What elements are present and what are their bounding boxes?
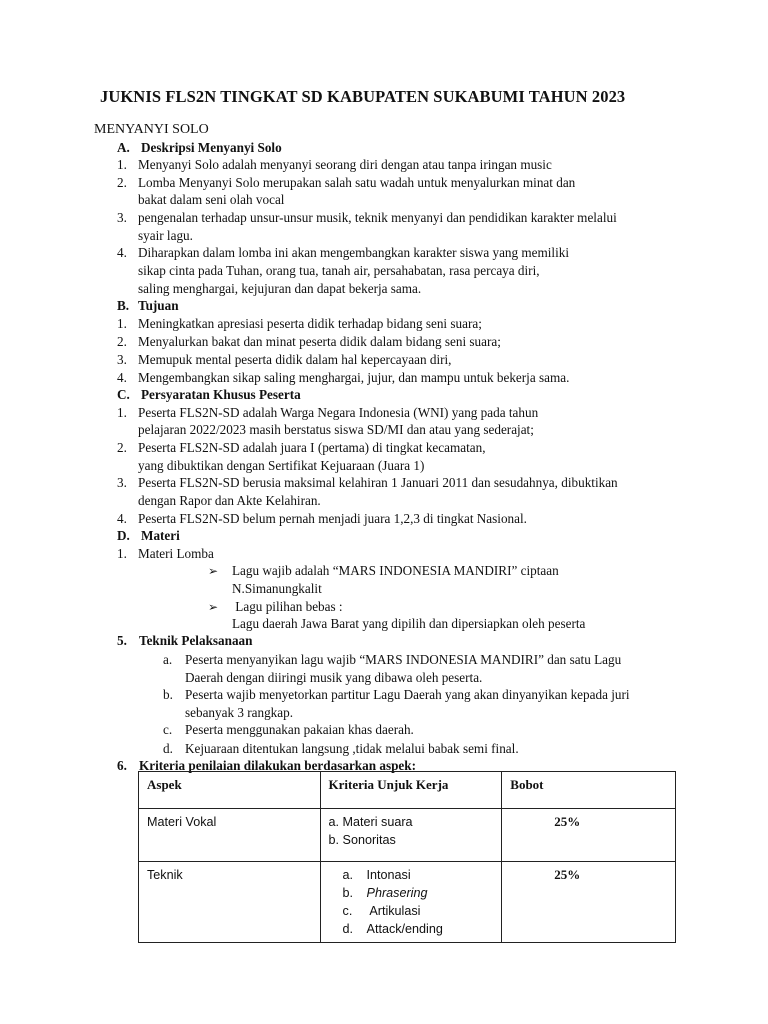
kriteria-text: Artikulasi xyxy=(366,904,421,918)
list-letter: a. xyxy=(163,652,173,667)
list-letter: c. xyxy=(163,722,173,737)
table-row xyxy=(139,809,676,862)
section-a-letter: A. xyxy=(117,140,130,155)
kriteria-item: a. Materi suara xyxy=(328,815,413,829)
list-item-continuation: syair lagu. xyxy=(138,228,193,243)
list-item: Peserta wajib menyetorkan partitur Lagu Daerah yang akan dinyanyikan kepada juri xyxy=(185,687,630,702)
bullet-item-continuation: N.Simanungkalit xyxy=(232,581,322,596)
section-6-number: 6. xyxy=(117,758,127,773)
list-item-continuation: dengan Rapor dan Akte Kelahiran. xyxy=(138,493,321,508)
list-letter: d. xyxy=(163,741,173,756)
list-number: 2. xyxy=(117,334,127,349)
list-number: 1. xyxy=(117,157,127,172)
kriteria-text: Intonasi xyxy=(366,868,411,882)
kriteria-letter: c. xyxy=(342,904,353,918)
kriteria-item xyxy=(343,866,494,884)
kriteria-item xyxy=(343,902,494,920)
section-5-number: 5. xyxy=(117,633,127,648)
list-number: 4. xyxy=(117,511,127,526)
kriteria-text: Phrasering xyxy=(366,886,428,900)
list-item: Menyanyi Solo adalah menyanyi seorang diri dengan atau tanpa iringan music xyxy=(138,157,552,172)
list-item: Peserta FLS2N-SD adalah juara I (pertama) di tingkat kecamatan, xyxy=(138,440,486,455)
list-item-continuation: saling menghargai, kejujuran dan dapat bekerja sama. xyxy=(138,281,422,296)
table-header-cell: Bobot xyxy=(502,772,676,809)
kriteria-text: Attack/ending xyxy=(366,922,443,936)
kriteria-letter: a. xyxy=(342,868,354,882)
list-number: 4. xyxy=(117,370,127,385)
list-item-continuation: yang dibuktikan dengan Sertifikat Kejuaraan (Juara 1) xyxy=(138,458,425,473)
list-number: 3. xyxy=(117,210,127,225)
table-cell-bobot: 25% xyxy=(502,862,676,943)
section-c-letter: C. xyxy=(117,387,130,402)
list-number: 2. xyxy=(117,175,127,190)
criteria-table xyxy=(138,771,676,943)
list-item: Meningkatkan apresiasi peserta didik terhadap bidang seni suara; xyxy=(138,316,482,331)
list-number: 1. xyxy=(117,316,127,331)
section-b-letter: B. xyxy=(117,298,130,313)
arrow-bullet-icon: ➢ xyxy=(208,600,219,614)
list-item-continuation: Daerah dengan diiringi musik yang dibawa oleh peserta. xyxy=(185,670,483,685)
list-item: Lomba Menyanyi Solo merupakan salah satu wadah untuk menyalurkan minat dan xyxy=(138,175,576,190)
list-letter: b. xyxy=(163,687,173,702)
list-number: 1. xyxy=(117,405,127,420)
list-number: 3. xyxy=(117,475,127,490)
section-d-heading: Materi xyxy=(141,528,180,543)
table-cell-aspek: Teknik xyxy=(139,862,321,943)
table-cell-kriteria xyxy=(320,862,502,943)
list-item-continuation: pelajaran 2022/2023 masih berstatus siswa SD/MI dan atau yang sederajat; xyxy=(138,422,534,437)
list-item: Mengembangkan sikap saling menghargai, jujur, dan mampu untuk bekerja sama. xyxy=(138,370,570,385)
table-header-row xyxy=(139,772,676,809)
document-title: JUKNIS FLS2N TINGKAT SD KABUPATEN SUKABUMI TAHUN 2023 xyxy=(100,87,626,106)
section-d-letter: D. xyxy=(117,528,130,543)
bullet-item: Lagu pilihan bebas : xyxy=(232,599,343,614)
arrow-bullet-icon: ➢ xyxy=(208,564,219,578)
list-item: Peserta menggunakan pakaian khas daerah. xyxy=(185,722,414,737)
kriteria-item xyxy=(343,884,494,902)
bullet-item-continuation: Lagu daerah Jawa Barat yang dipilih dan dipersiapkan oleh peserta xyxy=(232,616,586,631)
list-item: Kejuaraan ditentukan langsung ,tidak melalui babak semi final. xyxy=(185,741,519,756)
list-item: Memupuk mental peserta didik dalam hal kepercayaan diri, xyxy=(138,352,452,367)
list-item: Peserta FLS2N-SD berusia maksimal kelahiran 1 Januari 2011 dan sesudahnya, dibuktikan xyxy=(138,475,618,490)
table-header-cell: Aspek xyxy=(139,772,321,809)
list-item: Peserta FLS2N-SD adalah Warga Negara Indonesia (WNI) yang pada tahun xyxy=(138,405,539,420)
document-subtitle: MENYANYI SOLO xyxy=(94,122,209,137)
table-cell-aspek: Materi Vokal xyxy=(139,809,321,862)
section-6-heading: Kriteria penilaian dilakukan berdasarkan aspek: xyxy=(139,758,416,773)
list-number: 4. xyxy=(117,245,127,260)
section-5-heading: Teknik Pelaksanaan xyxy=(139,633,253,648)
kriteria-letter: d. xyxy=(342,922,354,936)
list-number: 2. xyxy=(117,440,127,455)
list-item-continuation: bakat dalam seni olah vocal xyxy=(138,192,285,207)
list-item-continuation: sebanyak 3 rangkap. xyxy=(185,705,294,720)
table-cell-kriteria xyxy=(320,809,502,862)
list-number: 3. xyxy=(117,352,127,367)
list-item: Peserta FLS2N-SD belum pernah menjadi juara 1,2,3 di tingkat Nasional. xyxy=(138,511,527,526)
kriteria-item: b. Sonoritas xyxy=(328,833,396,847)
section-b-heading: Tujuan xyxy=(138,298,179,313)
list-item: Diharapkan dalam lomba ini akan mengembangkan karakter siswa yang memiliki xyxy=(138,245,570,260)
bullet-item: Lagu wajib adalah “MARS INDONESIA MANDIRI” ciptaan xyxy=(232,563,559,578)
list-number: 1. xyxy=(117,546,127,561)
list-item: Menyalurkan bakat dan minat peserta didik dalam bidang seni suara; xyxy=(138,334,501,349)
kriteria-letter: b. xyxy=(342,886,354,900)
section-a-heading: Deskripsi Menyanyi Solo xyxy=(141,140,282,155)
table-cell-bobot: 25% xyxy=(502,809,676,862)
list-item: Peserta menyanyikan lagu wajib “MARS INDONESIA MANDIRI” dan satu Lagu xyxy=(185,652,622,667)
table-row xyxy=(139,862,676,943)
table-header-cell: Kriteria Unjuk Kerja xyxy=(320,772,502,809)
kriteria-item xyxy=(343,920,494,938)
section-c-heading: Persyaratan Khusus Peserta xyxy=(141,387,301,402)
list-item: pengenalan terhadap unsur-unsur musik, teknik menyanyi dan pendidikan karakter melalui xyxy=(138,210,617,225)
list-item: Materi Lomba xyxy=(138,546,214,561)
list-item-continuation: sikap cinta pada Tuhan, orang tua, tanah air, persahabatan, rasa percaya diri, xyxy=(138,263,540,278)
